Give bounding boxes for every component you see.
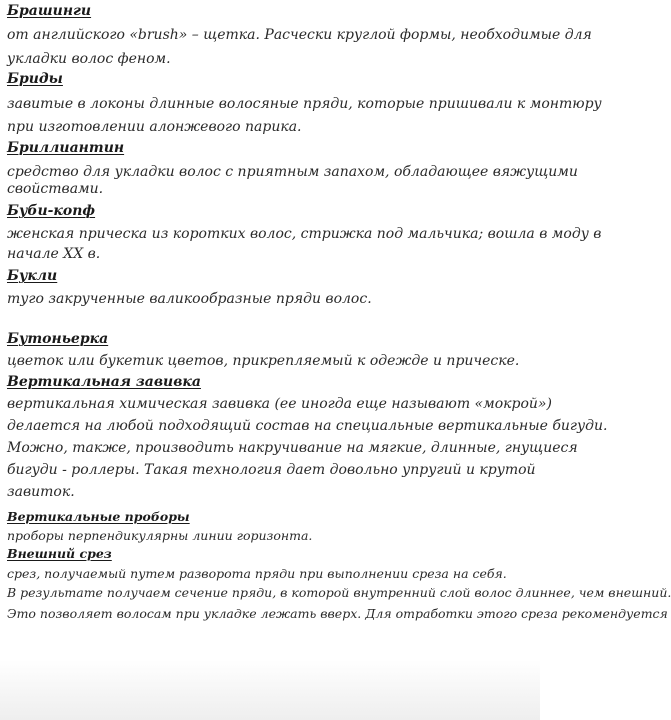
definition-line: вертикальная химическая завивка (ее иногда еще называют «мокрой») — [7, 396, 552, 412]
definition-line: В результате получаем сечение пряди, в которой внутренний слой волос длиннее, чем внешний. — [7, 585, 671, 600]
definition-line: при изготовлении алонжевого парика. — [7, 119, 302, 135]
definition-line: Это позволяет волосам при укладке лежать вверх. Для отработки этого среза рекомендуется — [7, 606, 668, 621]
definition-line: проборы перпендикулярны линии горизонта. — [7, 528, 313, 543]
term-bukli: Букли — [7, 268, 58, 284]
definition-line: от английского «brush» – щетка. Расчески круглой формы, необходимые для — [7, 27, 592, 43]
term-brashingi: Брашинги — [7, 3, 92, 19]
definition-line: средство для укладки волос с приятным запахом, обладающее вяжущими — [7, 164, 578, 180]
definition-line: туго закрученные валикообразные пряди волос. — [7, 291, 372, 307]
term-bridy: Бриды — [7, 71, 63, 87]
term-vertical-partings: Вертикальные проборы — [7, 509, 190, 524]
definition-line: свойствами. — [7, 181, 104, 197]
page-bottom-shadow — [0, 660, 540, 720]
definition-line: бигуди - роллеры. Такая технология дает довольно упругий и крутой — [7, 462, 536, 478]
definition-line: женская прическа из коротких волос, стрижка под мальчика; вошла в моду в — [7, 226, 602, 242]
term-butonierka: Бутоньерка — [7, 331, 109, 347]
term-brilliantin: Бриллиантин — [7, 140, 125, 156]
definition-line: начале XX в. — [7, 246, 101, 262]
term-outer-cut: Внешний срез — [7, 546, 112, 561]
definition-line: укладки волос феном. — [7, 51, 171, 67]
term-vertical-perm: Вертикальная завивка — [7, 374, 201, 390]
definition-line: цветок или букетик цветов, прикрепляемый к одежде и прическе. — [7, 353, 520, 369]
definition-line: завитые в локоны длинные волосяные пряди, которые пришивали к монтюру — [7, 96, 602, 112]
definition-line: завиток. — [7, 484, 75, 500]
term-bubi-kopf: Буби-копф — [7, 203, 96, 219]
definition-line: срез, получаемый путем разворота пряди при выполнении среза на себя. — [7, 566, 507, 581]
definition-line: Можно, также, производить накручивание на мягкие, длинные, гнущиеся — [7, 440, 578, 456]
definition-line: делается на любой подходящий состав на специальные вертикальные бигуди. — [7, 418, 608, 434]
